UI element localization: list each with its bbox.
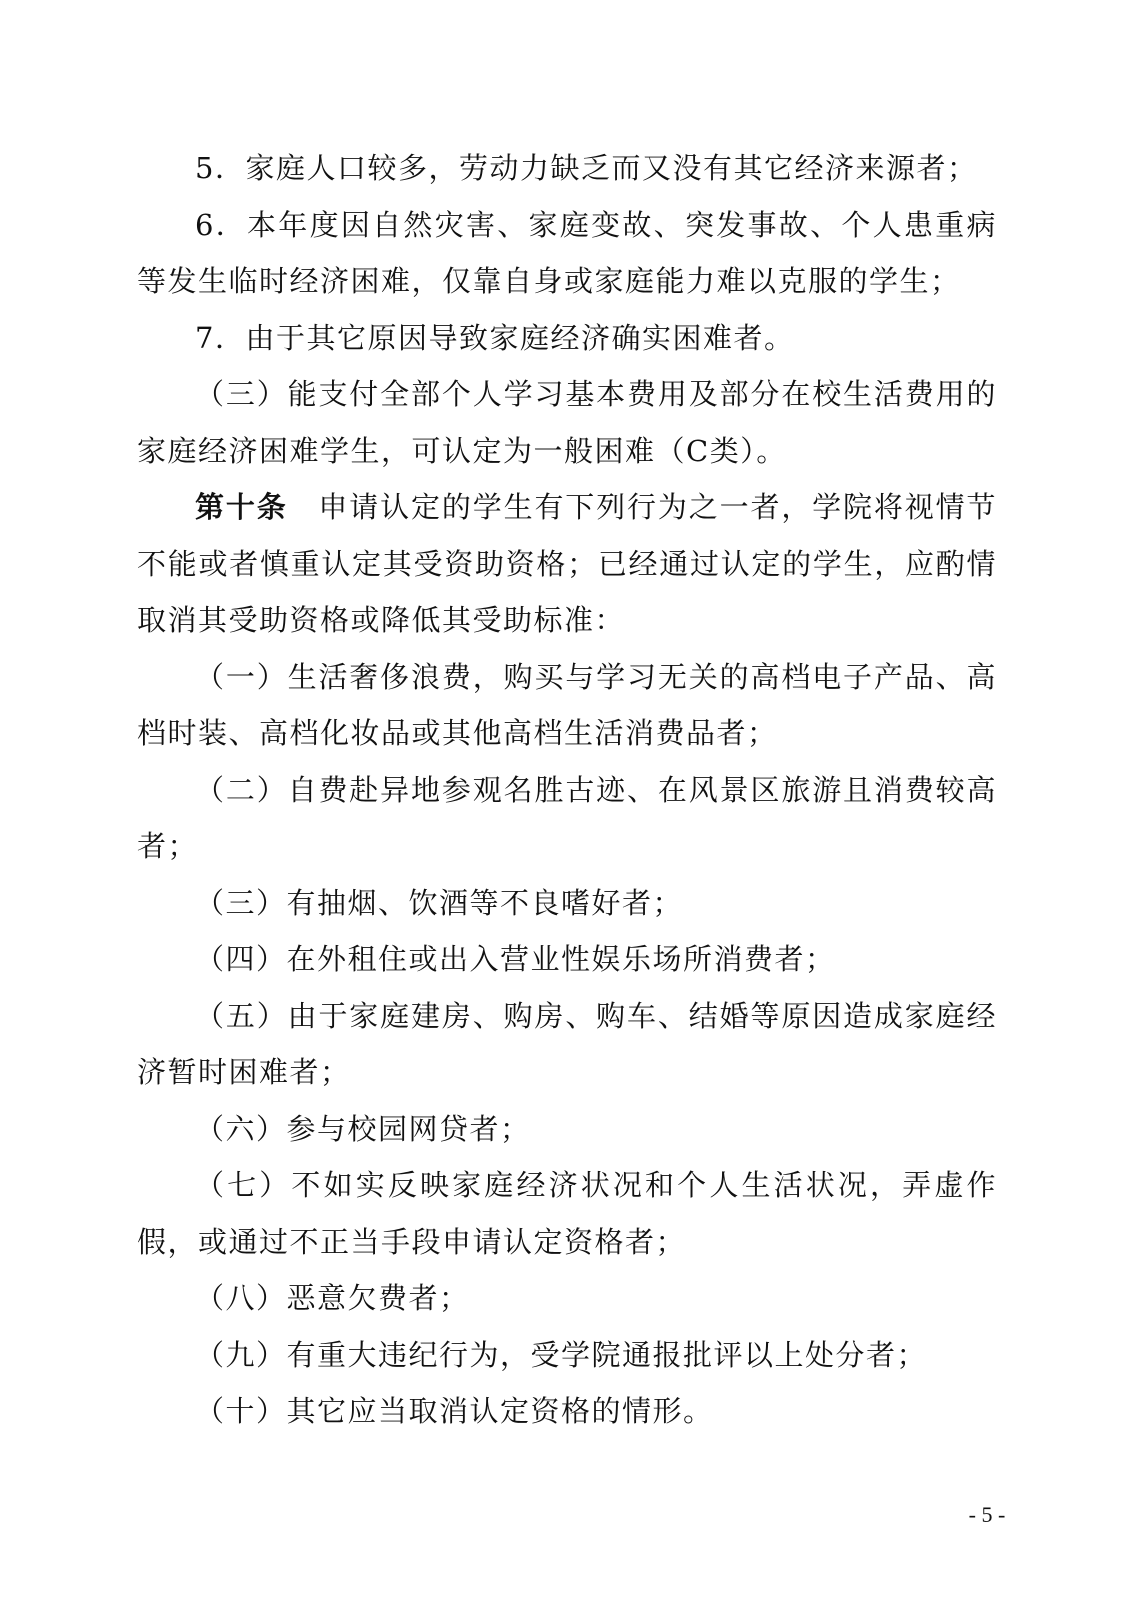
paragraph-clause-7: （七）不如实反映家庭经济状况和个人生活状况，弄虚作假，或通过不正当手段申请认定资格者； — [137, 1168, 997, 1259]
paragraph-article-10 — [137, 479, 997, 649]
paragraph-clause-4: （四）在外租住或出入营业性娱乐场所消费者； — [195, 942, 836, 976]
paragraph-clause-1: （一）生活奢侈浪费，购买与学习无关的高档电子产品、高档时装、高档化妆品或其他高档生活消费品者； — [137, 659, 997, 750]
paragraph-clause-2: （二）自费赴异地参观名胜古迹、在风景区旅游且消费较高者； — [137, 772, 997, 863]
article-heading: 第十条 — [195, 490, 288, 524]
paragraph-clause-9: （九）有重大违纪行为，受学院通报批评以上处分者； — [195, 1337, 928, 1372]
page-number: - 5 - — [968, 1502, 1006, 1527]
paragraph-category-c: （三）能支付全部个人学习基本费用及部分在校生活费用的家庭经济困难学生，可认定为一般困难（C类）。 — [137, 377, 997, 468]
paragraph-clause-5: （五）由于家庭建房、购房、购车、结婚等原因造成家庭经济暂时困难者； — [137, 998, 997, 1089]
paragraph-item-6: 6．本年度因自然灾害、家庭变故、突发事故、个人患重病等发生临时经济困难，仅靠自身或家庭能力难以克服的学生； — [137, 207, 997, 298]
paragraph-clause-8: （八）恶意欠费者； — [195, 1281, 470, 1315]
paragraph-clause-6: （六）参与校园网贷者； — [195, 1111, 531, 1146]
article-text: 申请认定的学生有下列行为之一者，学院将视情节不能或者慎重认定其受资助资格；已经通过认定的学生，应酌情取消其受助资格或降低其受助标准： — [137, 490, 997, 637]
document-body — [137, 140, 997, 1440]
paragraph-clause-10: （十）其它应当取消认定资格的情形。 — [195, 1394, 714, 1428]
paragraph-item-5: 5．家庭人口较多，劳动力缺乏而又没有其它经济来源者； — [195, 151, 978, 185]
paragraph-item-7: 7．由于其它原因导致家庭经济确实困难者。 — [195, 320, 795, 355]
paragraph-clause-3: （三）有抽烟、饮酒等不良嗜好者； — [195, 885, 684, 920]
